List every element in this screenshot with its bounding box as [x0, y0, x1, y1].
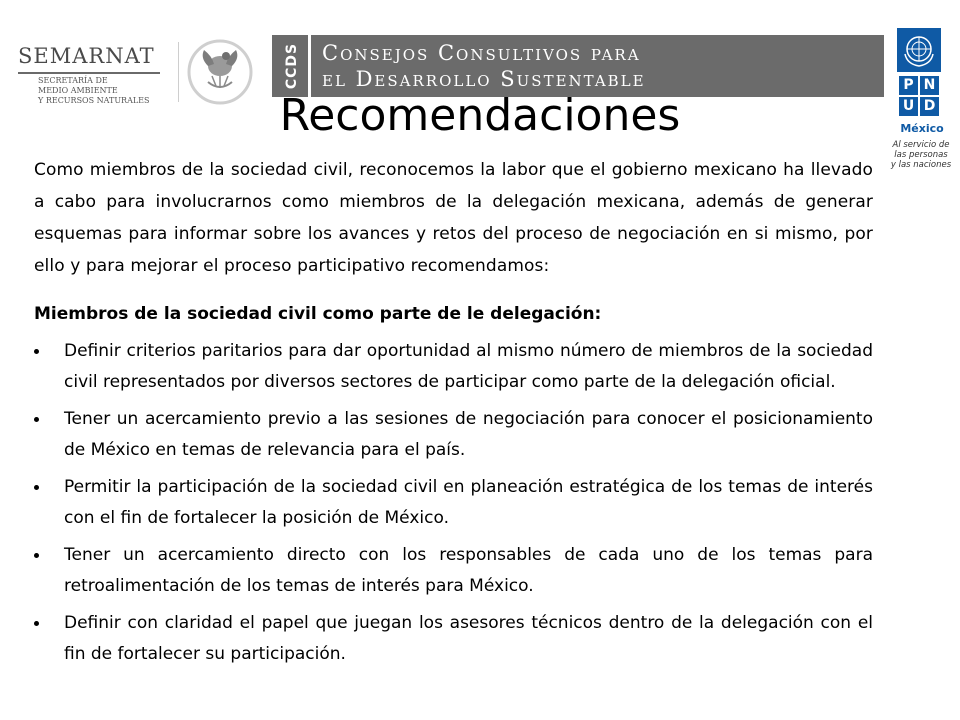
- list-item: Definir con claridad el papel que juegan los asesores técnicos dentro de la delegación con el fin de fortalecer su participación.: [34, 608, 873, 670]
- list-item: Definir criterios paritarios para dar oportunidad al mismo número de miembros de la sociedad civil representados por diversos sectores de participar como parte de la delegación oficial.: [34, 336, 873, 398]
- list-item: Permitir la participación de la sociedad civil en planeación estratégica de los temas de interés con el fin de fortalecer la posición de México.: [34, 472, 873, 534]
- bullet-icon: [34, 621, 39, 626]
- pnud-letter: N: [920, 76, 939, 95]
- ccds-title-line1: Consejos Consultivos para: [322, 41, 641, 65]
- semarnat-divider: [18, 72, 160, 74]
- recommendations-list: [34, 336, 873, 670]
- section-heading: Miembros de la sociedad civil como parte de le delegación:: [34, 304, 602, 324]
- pnud-letter: U: [899, 97, 918, 116]
- pnud-letter: P: [899, 76, 918, 95]
- pnud-tagline: Al servicio de las personas y las naciones: [890, 140, 952, 170]
- ccds-title-line2: el Desarrollo Sustentable: [322, 67, 646, 91]
- intro-paragraph: Como miembros de la sociedad civil, reconocemos la labor que el gobierno mexicano ha llevado a cabo para involucrarnos como miembros de la delegación mexicana, además de generar esquemas para informar sobre los avances y retos del proceso de negociación en si mismo, por ello y para mejorar el proceso participativo recomendamos:: [34, 160, 873, 276]
- semarnat-subtitle: SECRETARÍA DE MEDIO AMBIENTE Y RECURSOS NATURALES: [38, 76, 150, 105]
- bullet-icon: [34, 485, 39, 490]
- pnud-country: México: [900, 122, 944, 135]
- bullet-icon: [34, 349, 39, 354]
- ccds-acronym: CCDS: [284, 42, 301, 90]
- pnud-letter: D: [920, 97, 939, 116]
- list-item: Tener un acercamiento previo a las sesiones de negociación para conocer el posicionamiento de México en temas de relevancia para el país.: [34, 404, 873, 466]
- bullet-icon: [34, 417, 39, 422]
- list-item: Tener un acercamiento directo con los responsables de cada uno de los temas para retroalimentación de los temas de interés para México.: [34, 540, 873, 602]
- bullet-icon: [34, 553, 39, 558]
- page-title: Recomendaciones: [279, 90, 681, 141]
- semarnat-wordmark: SEMARNAT: [18, 44, 155, 68]
- content-body: [34, 154, 873, 676]
- un-emblem-icon: [897, 28, 941, 72]
